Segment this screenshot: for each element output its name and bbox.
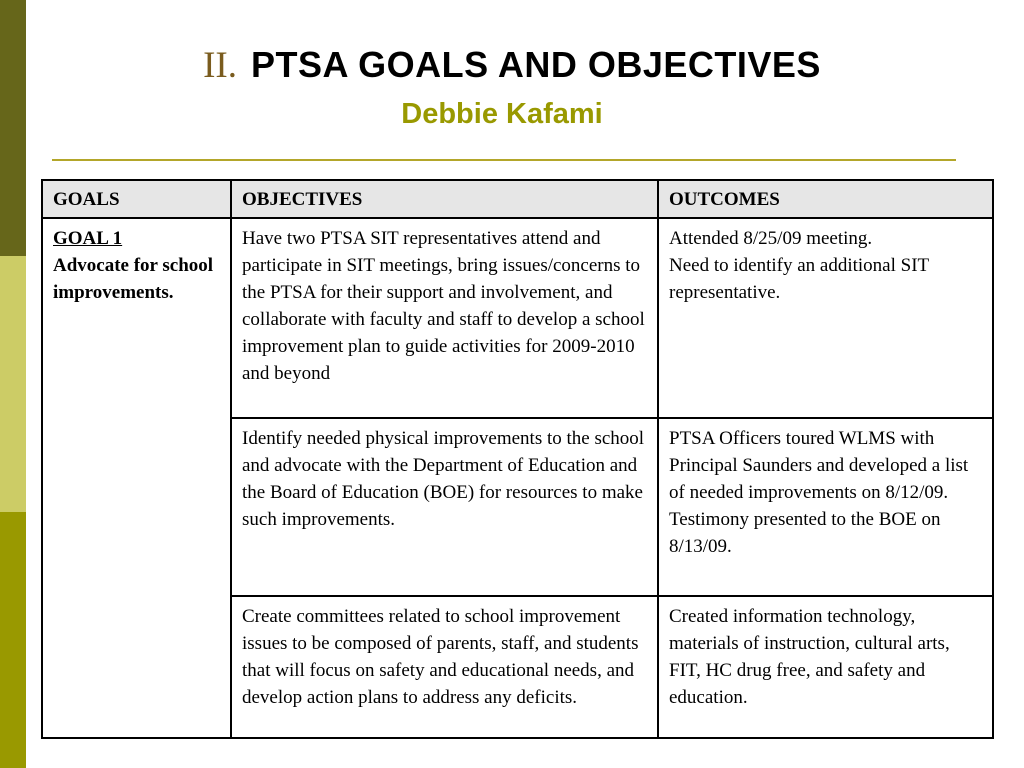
header-outcomes: OUTCOMES bbox=[658, 180, 993, 218]
table-row bbox=[42, 218, 993, 418]
objective-cell: Have two PTSA SIT representatives attend and participate in SIT meetings, bring issues/concerns to the PTSA for their support and involvement, and collaborate with faculty and staff to develop a school improvement plan to guide activities for 2009-2010 and beyond bbox=[231, 218, 658, 418]
objective-cell: Create committees related to school improvement issues to be composed of parents, staff, and students that will focus on safety and educational needs, and develop action plans to address any deficits. bbox=[231, 596, 658, 738]
header-goals: GOALS bbox=[42, 180, 231, 218]
goal-id: GOAL 1 bbox=[53, 228, 123, 249]
objective-cell: Identify needed physical improvements to the school and advocate with the Department of Education and the Board of Education (BOE) for resources to make such improvements. bbox=[231, 418, 658, 596]
sidebar-stripe-middle bbox=[0, 256, 26, 512]
title-divider bbox=[52, 159, 956, 161]
outcome-line: Attended 8/25/09 meeting. bbox=[669, 228, 873, 249]
slide-title bbox=[0, 44, 1024, 87]
slide-title-text: PTSA GOALS AND OBJECTIVES bbox=[251, 44, 821, 85]
outcome-line: PTSA Officers toured WLMS with Principal Saunders and developed a list of needed improvements on 8/12/09. bbox=[669, 428, 969, 503]
goal-description: Advocate for school improvements. bbox=[53, 255, 214, 303]
slide-number: II. bbox=[203, 45, 237, 86]
header-objectives: OBJECTIVES bbox=[231, 180, 658, 218]
goal-cell bbox=[42, 218, 231, 738]
goals-table bbox=[41, 179, 994, 739]
outcome-cell bbox=[658, 418, 993, 596]
outcome-line: Created information technology, materials of instruction, cultural arts, FIT, HC drug free, and safety and education. bbox=[669, 606, 950, 708]
outcome-cell bbox=[658, 218, 993, 418]
slide-subtitle: Debbie Kafami bbox=[401, 98, 603, 130]
table-header-row bbox=[42, 180, 993, 218]
outcome-line: Need to identify an additional SIT representative. bbox=[669, 255, 929, 303]
outcome-cell bbox=[658, 596, 993, 738]
outcome-line: Testimony presented to the BOE on 8/13/09. bbox=[669, 509, 941, 557]
sidebar-stripe-bottom bbox=[0, 512, 26, 768]
